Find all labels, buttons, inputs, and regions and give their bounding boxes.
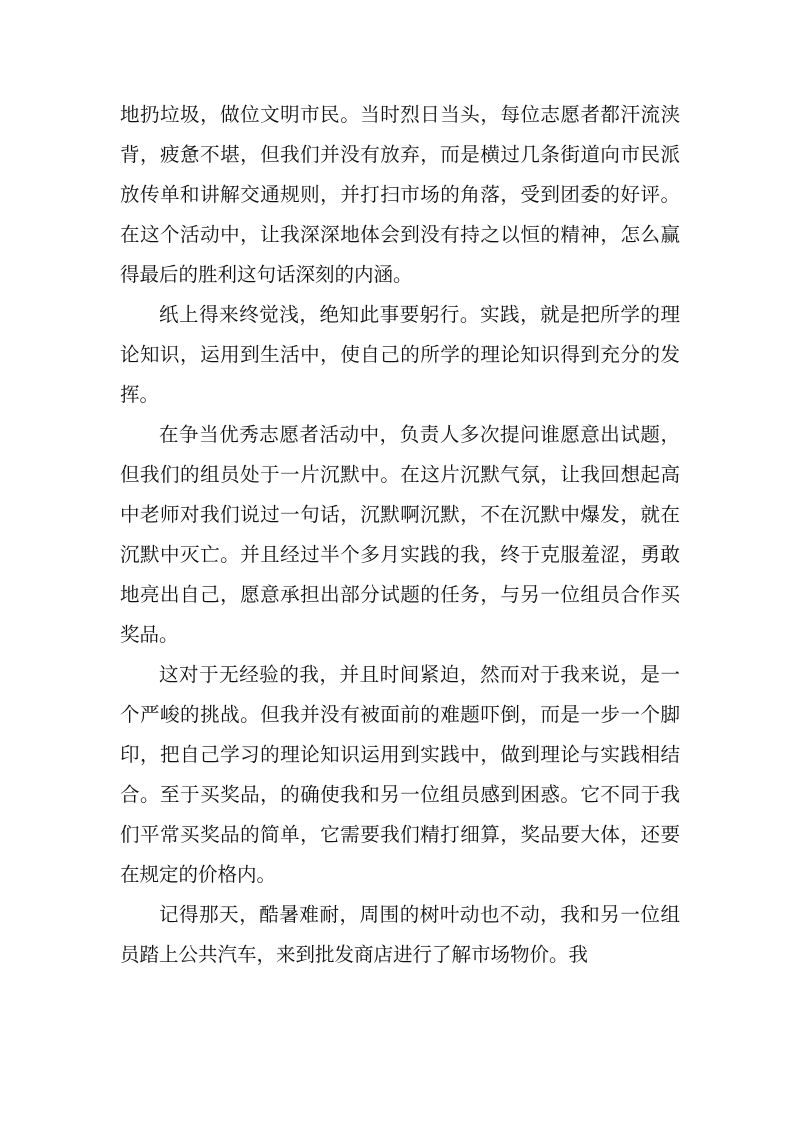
document-body — [120, 95, 680, 975]
paragraph-volunteer-activity: 在争当优秀志愿者活动中，负责人多次提问谁愿意出试题，但我们的组员处于一片沉默中。在这片沉默气氛，让我回想起高中老师对我们说过一句话，沉默啊沉默，不在沉默中爆发，就在沉默中灭亡。并且经过半个多月实践的我，终于克服羞涩，勇敢地亮出自己，愿意承担出部分试题的任务，与另一位组员合作买奖品。 — [120, 423, 680, 646]
paragraph-continuation: 地扔垃圾，做位文明市民。当时烈日当头，每位志愿者都汗流浃背，疲惫不堪，但我们并没有放弃，而是横过几条街道向市民派放传单和讲解交通规则，并打扫市场的角落，受到团委的好评。在这个活动中，让我深深地体会到没有持之以恒的精神，怎么赢得最后的胜利这句话深刻的内涵。 — [120, 103, 680, 286]
paragraph-challenge: 这对于无经验的我，并且时间紧迫，然而对于我来说，是一个严峻的挑战。但我并没有被面前的难题吓倒，而是一步一个脚印，把自己学习的理论知识运用到实践中，做到理论与实践相结合。至于买奖品，的确使我和另一位组员感到困惑。它不同于我们平常买奖品的简单，它需要我们精打细算，奖品要大体，还要在规定的价格内。 — [120, 663, 680, 886]
paragraph-shopping-day: 记得那天，酷暑难耐，周围的树叶动也不动，我和另一位组员踏上公共汽车，来到批发商店进行了解市场物价。我 — [120, 903, 680, 966]
paragraph-practice: 纸上得来终觉浅，绝知此事要躬行。实践，就是把所学的理论知识，运用到生活中，使自己的所学的理论知识得到充分的发挥。 — [120, 303, 680, 406]
